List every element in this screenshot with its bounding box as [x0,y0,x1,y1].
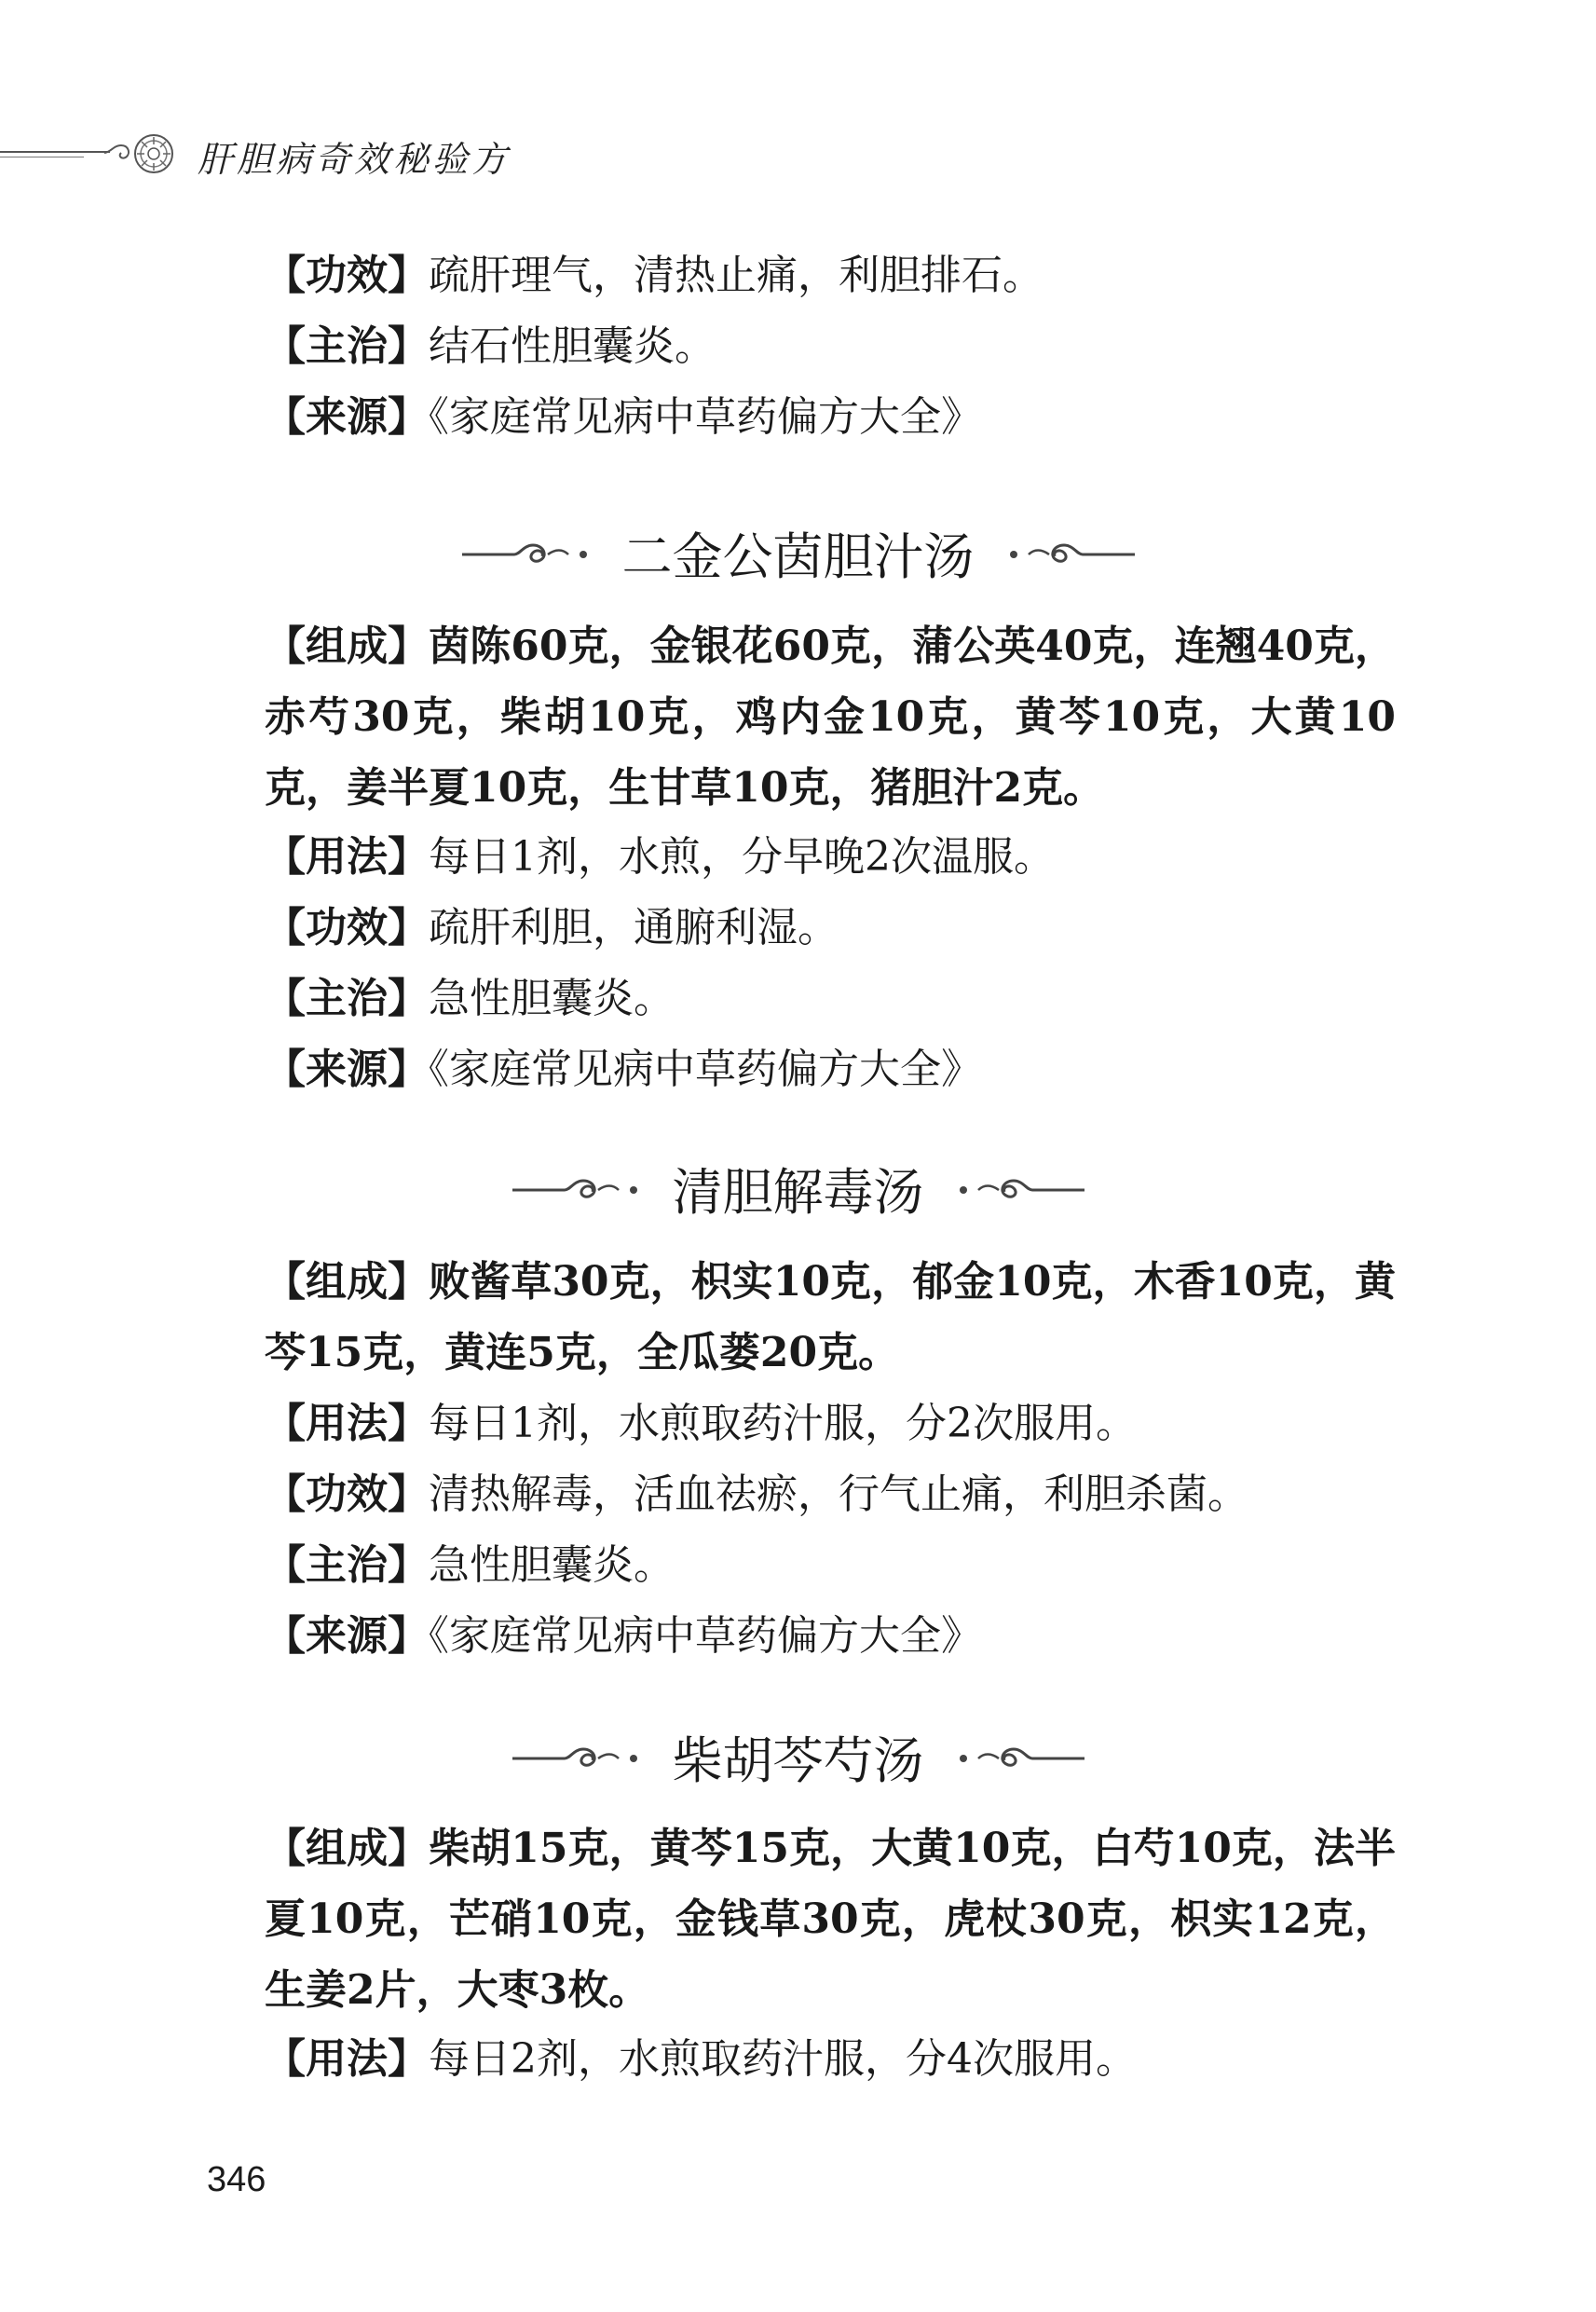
right-scroll-ornament-icon [948,1738,1088,1775]
usage-text: 每日1剂，水煎，分早晚2次温服。 [429,833,1055,881]
right-scroll-ornament-icon [999,534,1139,571]
source-line [203,382,1396,453]
book-title: 肝胆病奇效秘验方 [198,139,512,180]
medallion-emblem-icon [132,132,175,175]
efficacy-line [203,240,1396,311]
composition-label: 【组成】 [265,1825,430,1872]
usage-text: 每日1剂，水煎取药汁服，分2次服用。 [429,1400,1137,1447]
composition-text: 柴胡15克，黄芩15克，大黄10克，白芍10克，法半夏10克，芒硝10克，金钱草30克，虎杖30克，枳实12克，生姜2片，大枣3枚。 [265,1825,1397,2014]
recipe-title: 柴胡芩芍汤 [672,1731,924,1790]
indication-text: 结石性胆囊炎。 [429,322,716,370]
source-text: 《家庭常见病中草药偏方大全》 [429,393,982,441]
page-number: 346 [207,2160,266,2199]
indication-label: 【主治】 [265,975,429,1022]
running-header [0,119,652,194]
efficacy-text: 疏肝理气，清热止痛，利胆排石。 [429,252,1044,299]
recipe-title-heading [0,1146,1596,1230]
source-line [203,1601,1396,1672]
indication-label: 【主治】 [265,322,429,370]
composition-paragraph [203,1247,1396,1389]
source-label: 【来源】 [265,1046,429,1093]
composition-text: 败酱草30克，枳实10克，郁金10克，木香10克，黄芩15克，黄连5克，全瓜蒌20克。 [265,1258,1397,1376]
efficacy-label: 【功效】 [265,1471,429,1518]
usage-label: 【用法】 [265,1400,429,1447]
source-line [203,1034,1396,1105]
indication-label: 【主治】 [265,1541,429,1589]
header-rule [0,151,110,153]
indication-line [203,311,1396,382]
usage-text: 每日2剂，水煎取药汁服，分4次服用。 [429,2035,1137,2083]
indication-line [203,1530,1396,1601]
indication-line [203,964,1396,1034]
left-scroll-ornament-icon [509,1738,648,1775]
usage-label: 【用法】 [265,833,429,881]
scroll-ornament-icon [102,138,136,166]
composition-text: 茵陈60克，金银花60克，蒲公英40克，连翘40克，赤芍30克，柴胡10克，鸡内金10克，黄芩10克，大黄10克，姜半夏10克，生甘草10克，猪胆汁2克。 [265,622,1397,812]
source-label: 【来源】 [265,393,429,441]
recipe-title-heading [0,511,1596,595]
efficacy-label: 【功效】 [265,904,429,951]
composition-label: 【组成】 [265,622,430,670]
efficacy-line [203,1459,1396,1530]
recipe-title: 二金公茵胆汁汤 [621,527,975,586]
usage-line [203,822,1396,893]
composition-paragraph [203,1813,1396,2026]
source-text: 《家庭常见病中草药偏方大全》 [429,1046,982,1093]
usage-label: 【用法】 [265,2035,429,2083]
left-scroll-ornament-icon [509,1170,648,1207]
source-text: 《家庭常见病中草药偏方大全》 [429,1612,982,1660]
indication-text: 急性胆囊炎。 [429,975,675,1022]
efficacy-label: 【功效】 [265,252,429,299]
efficacy-text: 清热解毒，活血祛瘀，行气止痛，利胆杀菌。 [429,1471,1248,1518]
composition-label: 【组成】 [265,1258,430,1306]
usage-line [203,1389,1396,1459]
efficacy-line [203,893,1396,964]
usage-line [203,2024,1396,2095]
left-scroll-ornament-icon [458,534,598,571]
composition-paragraph [203,611,1396,824]
recipe-title-heading [0,1715,1596,1799]
recipe-title: 清胆解毒汤 [672,1162,924,1222]
efficacy-text: 疏肝利胆，通腑利湿。 [429,904,839,951]
source-label: 【来源】 [265,1612,429,1660]
indication-text: 急性胆囊炎。 [429,1541,675,1589]
right-scroll-ornament-icon [948,1170,1088,1207]
